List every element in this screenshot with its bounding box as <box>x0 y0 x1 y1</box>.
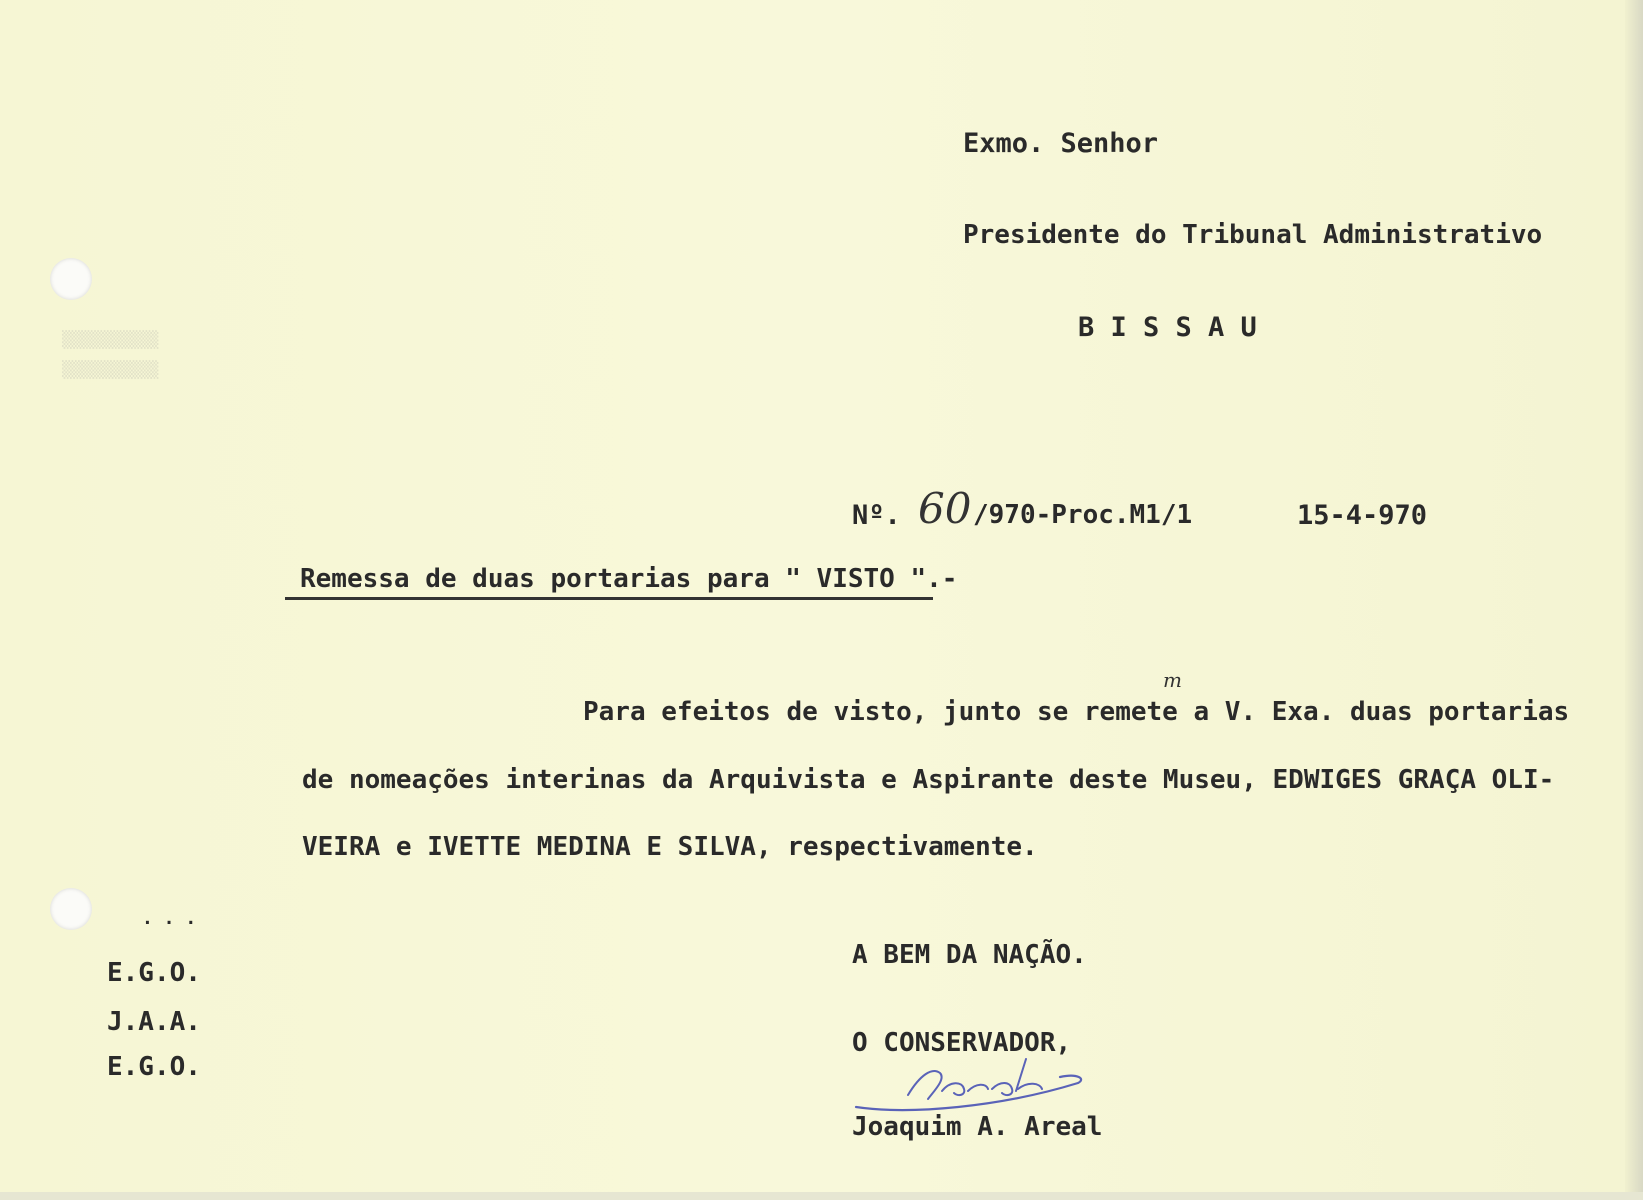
initials-1: E.G.O. <box>107 958 201 988</box>
signature <box>850 1045 1090 1120</box>
signatory-name: Joaquim A. Areal <box>852 1112 1103 1142</box>
paper-edge-bottom <box>0 1192 1643 1200</box>
subject-line: Remessa de duas portarias para " VISTO ".- <box>300 564 958 594</box>
insertion-mark-handwritten: m <box>1163 668 1182 692</box>
closing-motto: A BEM DA NAÇÃO. <box>852 940 1087 970</box>
punch-hole-bottom <box>50 888 92 930</box>
reference-number-handwritten: 60 <box>918 484 972 533</box>
body-line-1: Para efeitos de visto, junto se remete a V. Exa. duas portarias <box>583 697 1570 727</box>
subject-underline <box>285 597 933 600</box>
initials-3: E.G.O. <box>107 1052 201 1082</box>
bleed-through-mark: ▒▒▒▒▒▒▒▒▒▒ <box>62 330 159 349</box>
body-line-2: de nomeações interinas da Arquivista e Aspirante deste Museu, EDWIGES GRAÇA OLI- <box>302 765 1555 795</box>
punch-hole-top <box>50 258 92 300</box>
closing-role: O CONSERVADOR, <box>852 1028 1072 1058</box>
reference-prefix: Nº. <box>852 500 901 531</box>
reference-date: 15-4-970 <box>1297 500 1428 531</box>
reference-suffix: /970-Proc.M1/1 <box>973 500 1193 530</box>
bleed-through-mark: ▒▒▒▒▒▒▒▒▒▒ <box>62 360 159 379</box>
paper-edge-right <box>1625 0 1643 1200</box>
addressee-city: B I S S A U <box>1078 312 1257 343</box>
addressee-title: Presidente do Tribunal Administrativo <box>963 220 1543 250</box>
small-dots: . . . <box>142 908 197 929</box>
salutation: Exmo. Senhor <box>963 128 1159 159</box>
initials-2: J.A.A. <box>107 1007 201 1037</box>
body-line-3: VEIRA e IVETTE MEDINA E SILVA, respectivamente. <box>302 832 1038 862</box>
